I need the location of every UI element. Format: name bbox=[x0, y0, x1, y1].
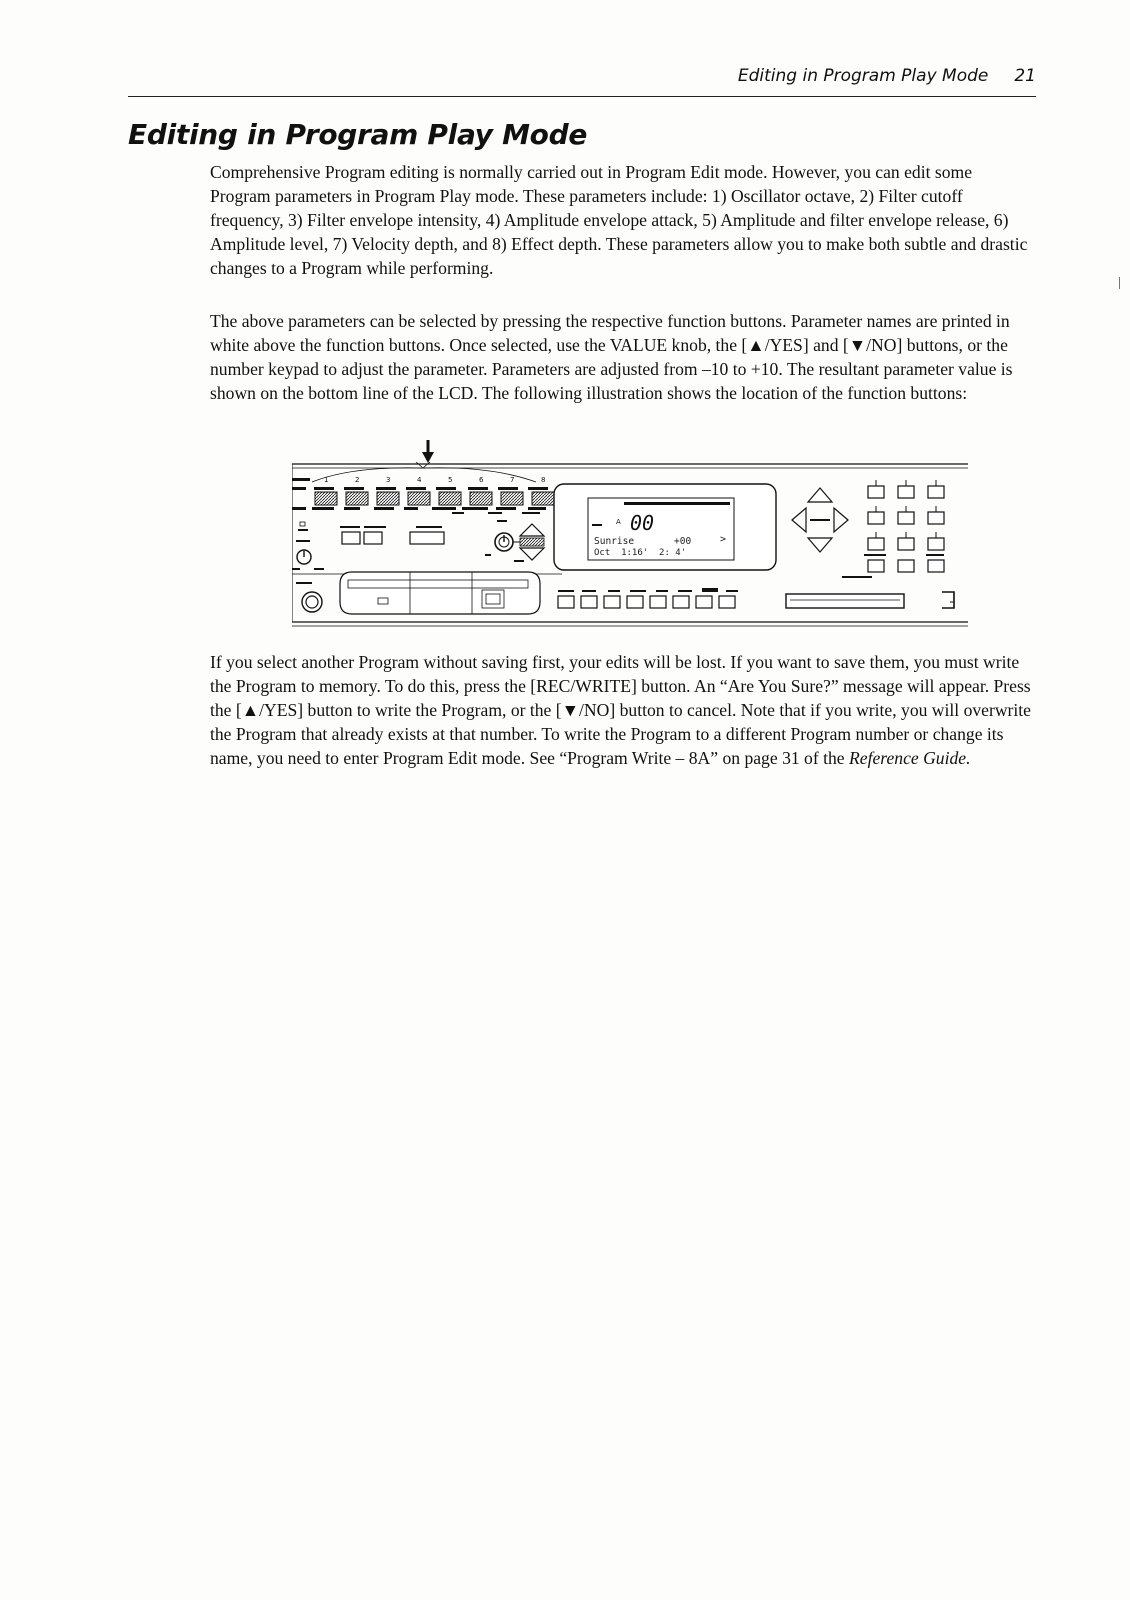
function-number: 6 bbox=[479, 476, 484, 484]
write-paragraph-block bbox=[210, 650, 1036, 778]
function-number: 8 bbox=[541, 476, 546, 484]
header-rule bbox=[128, 96, 1036, 97]
select-paragraph: The above parameters can be selected by pressing the respective function buttons. Parameter names are printed in white above the function buttons. Once selected, use the VALUE knob, the [▲/YES] and [▼/NO] buttons, or the number keypad to adjust the parameter. Parameters are adjusted from –10 to +10. The resultant parameter value is shown on the bottom line of the LCD. The following illustration shows the location of the function buttons: bbox=[210, 311, 1013, 403]
start-stop-button-icon bbox=[410, 532, 444, 544]
lcd-arrow: > bbox=[720, 534, 727, 545]
cursor-up-icon bbox=[808, 488, 832, 502]
svg-text:A: A bbox=[616, 518, 621, 526]
function-button-7 bbox=[501, 492, 523, 505]
write-paragraph-text: If you select another Program without saving first, your edits will be lost. If you want to save them, you must write the Program to memory. To do this, press the [REC/WRITE] button. An “Are You Sure?” message will appear. Press the [▲/YES] button to write the Program, or the [▼/NO] button to cancel. Note that if you write, you will overwrite the Program that already exists at that number. To write the Program to a different Program number or change its name, you need to enter Program Edit mode. See “Program Write – 8A” on page 31 of the bbox=[210, 652, 1031, 768]
cursor-down-icon bbox=[808, 538, 832, 552]
margin-mark bbox=[1119, 277, 1121, 289]
section-title: Editing in Program Play Mode bbox=[128, 118, 588, 151]
rec-write-button-icon bbox=[364, 532, 382, 544]
function-button-8 bbox=[532, 492, 554, 505]
phones-jack-icon bbox=[302, 592, 322, 612]
function-number: 2 bbox=[355, 476, 360, 484]
function-button-2 bbox=[346, 492, 368, 505]
no-down-button-icon bbox=[520, 548, 544, 560]
lcd-line2: Oct 1:16' 2: 4' bbox=[594, 548, 687, 558]
function-number: 4 bbox=[417, 476, 422, 484]
front-panel-illustration bbox=[292, 462, 968, 640]
running-header bbox=[128, 66, 1036, 86]
function-buttons bbox=[315, 492, 554, 505]
write-paragraph bbox=[210, 650, 1036, 770]
intro-paragraph-block bbox=[210, 160, 1036, 288]
reset-button-icon bbox=[342, 532, 360, 544]
intro-paragraph: Comprehensive Program editing is normally carried out in Program Edit mode. However, you can edit some Program parameters in Program Play mode. These parameters include: 1) Oscillator octave, 2) Filter cutoff frequency, 3) Filter envelope intensity, 4) Amplitude envelope attack, 5) Amplitude and filter envelope release, 6) Amplitude level, 7) Velocity depth, and 8) Effect depth. These parameters allow you to make both subtle and drastic changes to a Program while performing. bbox=[210, 162, 1028, 278]
function-number: 5 bbox=[448, 476, 453, 484]
page-number: 21 bbox=[1014, 66, 1036, 86]
function-button-6 bbox=[470, 492, 492, 505]
function-number-labels bbox=[324, 476, 545, 484]
function-button-3 bbox=[377, 492, 399, 505]
function-number: 7 bbox=[510, 476, 515, 484]
function-number: 1 bbox=[324, 476, 329, 484]
function-number: 3 bbox=[386, 476, 391, 484]
running-title: Editing in Program Play Mode bbox=[737, 66, 989, 86]
yes-up-button-icon bbox=[520, 524, 544, 536]
mode-buttons bbox=[558, 596, 735, 608]
function-button-5 bbox=[439, 492, 461, 505]
function-button-4 bbox=[408, 492, 430, 505]
function-button-1 bbox=[315, 492, 337, 505]
disk-drive-icon bbox=[340, 572, 540, 614]
select-paragraph-block bbox=[210, 309, 1036, 413]
cursor-right-icon bbox=[834, 508, 848, 532]
cursor-left-icon bbox=[792, 508, 806, 532]
lcd-value: +00 bbox=[674, 536, 692, 547]
number-keypad bbox=[868, 486, 944, 572]
down-arrow-icon bbox=[422, 440, 434, 464]
reference-guide-title: Reference Guide. bbox=[849, 748, 971, 768]
pcm-data-slot-icon bbox=[786, 594, 904, 608]
lcd-program-number: 00 bbox=[630, 511, 655, 535]
lcd-program-name: Sunrise bbox=[594, 536, 635, 547]
